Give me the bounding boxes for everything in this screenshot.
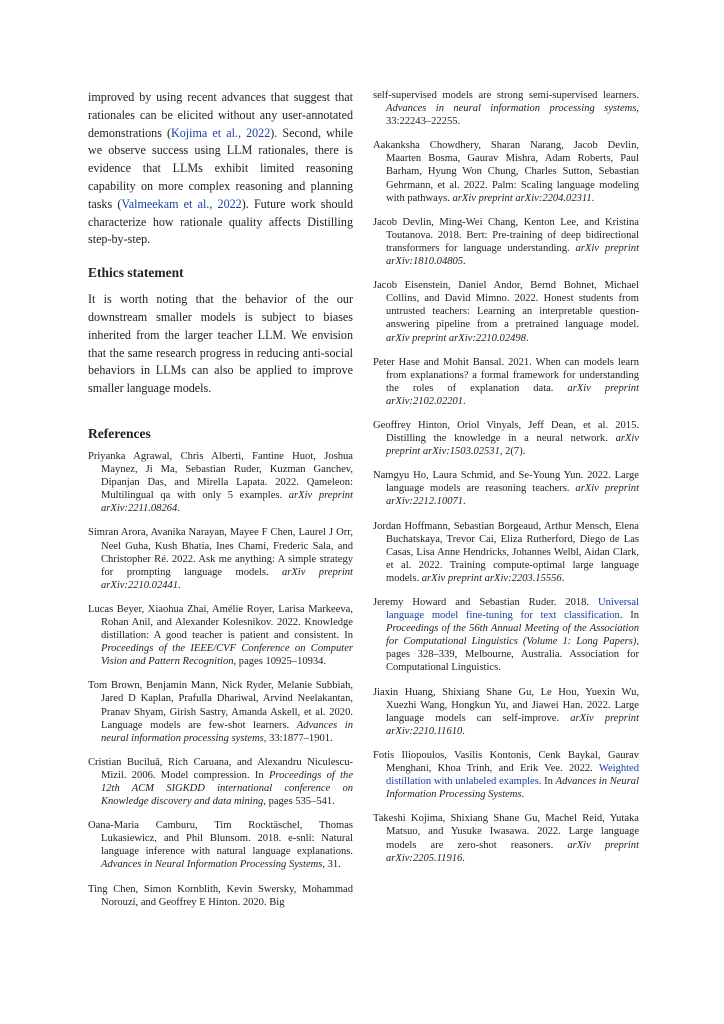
citation-link[interactable]: Kojima et al., 2022 bbox=[171, 125, 271, 140]
text-run: . bbox=[462, 852, 465, 864]
right-column bbox=[373, 89, 639, 865]
text-run: Geoffrey Hinton, Oriol Vinyals, Jeff Dean, et al. 2015. Distilling the knowledge in a neural network. bbox=[373, 419, 639, 445]
left-column bbox=[88, 89, 353, 909]
text-run: . bbox=[463, 395, 466, 407]
text-run: Lucas Beyer, Xiaohua Zhai, Amélie Royer, Larisa Markeeva, Rohan Anil, and Alexander Kolesnikov. 2022. Knowledge distillation: A good teacher is patient and consistent. In bbox=[88, 603, 353, 642]
text-run: , 31. bbox=[322, 859, 341, 871]
text-run: , 2(7). bbox=[499, 446, 526, 458]
text-run: Aakanksha Chowdhery, Sharan Narang, Jacob Devlin, Maarten Bosma, Gaurav Mishra, Adam Roberts, Paul Barham, Hyung Won Chung, Charles Sutton, Sebastian Gehrmann, et al. 2022. Palm: Scaling language modeling with pathways. bbox=[373, 140, 639, 204]
reference-entry bbox=[88, 450, 353, 515]
text-run: , 33:1877–1901. bbox=[263, 732, 333, 744]
reference-venue: Advances in neural information processing systems bbox=[101, 719, 353, 744]
reference-venue: Advances in neural information processing systems bbox=[386, 103, 637, 115]
text-run: improved by using recent advances that suggest that rationales can be elicited without any user-annotated demonstrations ( bbox=[88, 90, 353, 140]
text-run: Jacob Devlin, Ming-Wei Chang, Kenton Lee, and Kristina Toutanova. 2018. Bert: Pre-training of deep bidirectional transformers for language understanding. bbox=[373, 216, 639, 254]
reference-venue: arXiv preprint arXiv:1810.04805 bbox=[386, 242, 640, 268]
reference-entry bbox=[373, 812, 639, 864]
reference-venue: Advances in Neural Information Processing Systems bbox=[101, 859, 323, 871]
reference-entry bbox=[88, 819, 353, 871]
reference-entry bbox=[373, 89, 639, 128]
text-run: . bbox=[525, 332, 529, 344]
text-run: . bbox=[177, 503, 180, 515]
reference-venue: arXiv preprint arXiv:2211.08264 bbox=[101, 490, 353, 515]
reference-venue: Advances in Neural Information Processing Systems bbox=[386, 776, 640, 801]
reference-venue: Proceedings of the 56th Annual Meeting of the Association for Computational Linguistics (Volume 1: Long Papers) bbox=[386, 623, 639, 648]
text-run: . In bbox=[619, 610, 640, 622]
text-run: self-supervised models are strong semi-supervised learners. bbox=[373, 90, 639, 101]
text-run: Simran Arora, Avanika Narayan, Mayee F Chen, Laurel J Orr, Neel Guha, Kush Bhatia, Ines Chami, Frederic Sala, and Christopher Ré. 2022. Ask me anything: A simple strategy for prompting language models. bbox=[88, 527, 353, 578]
text-run: Fotis Iliopoulos, Vasilis Kontonis, Cenk Baykal, Gaurav Menghani, Khoa Trinh, and Erik Vee. 2022. bbox=[373, 749, 639, 775]
reference-entry bbox=[373, 139, 639, 204]
reference-list-left bbox=[88, 450, 353, 909]
citation-link[interactable]: Weighted distillation with unlabeled examples bbox=[386, 763, 639, 788]
reference-venue: arXiv preprint arXiv:2102.02201 bbox=[386, 382, 640, 407]
text-run: . bbox=[463, 256, 466, 268]
reference-entry bbox=[373, 686, 639, 738]
reference-venue: Proceedings of the 12th ACM SIGKDD international conference on Knowledge discovery and data mining bbox=[101, 769, 353, 808]
text-run: Tom Brown, Benjamin Mann, Nick Ryder, Melanie Subbiah, Jared D Kaplan, Prafulla Dhariwal, Arvind Neelakantan, Pranav Shyam, Girish Sastry, Amanda Askell, et al. 2020. Language models are few-shot learners. bbox=[88, 680, 353, 731]
reference-entry bbox=[88, 679, 353, 744]
text-run: . In bbox=[538, 776, 556, 788]
text-run: ). Second, while we observe success using LLM rationales, there is evidence that LLMs exhibit limited reasoning capability on more complex reasoning and planning tasks ( bbox=[88, 125, 353, 211]
text-run: Jiaxin Huang, Shixiang Shane Gu, Le Hou, Yuexin Wu, Xuezhi Wang, Hongkun Yu, and Jiawei Han. 2022. Large language models can self-improve. bbox=[373, 686, 639, 724]
ethics-heading: Ethics statement bbox=[88, 265, 184, 281]
text-run: , pages 10925–10934. bbox=[233, 656, 327, 668]
text-run: Jeremy Howard and Sebastian Ruder. 2018. bbox=[373, 597, 598, 608]
reference-venue: arXiv preprint arXiv:2203.15556 bbox=[421, 572, 562, 584]
reference-entry bbox=[373, 216, 639, 268]
citation-link[interactable]: Universal language model fine-tuning for text classification bbox=[386, 597, 639, 622]
reference-entry bbox=[373, 520, 639, 585]
reference-entry bbox=[373, 596, 639, 675]
text-run: Peter Hase and Mohit Bansal. 2021. When can models learn from explanations? a formal framework for understanding the roles of explanation data. bbox=[373, 356, 639, 394]
reference-entry bbox=[373, 419, 639, 458]
text-run: , 33:22243–22255. bbox=[386, 103, 639, 128]
text-run: . bbox=[178, 579, 181, 591]
reference-venue: arXiv preprint arXiv:1503.02531 bbox=[386, 433, 639, 458]
reference-venue: arXiv preprint arXiv:2212.10071 bbox=[386, 483, 639, 508]
text-run: Takeshi Kojima, Shixiang Shane Gu, Machel Reid, Yutaka Matsuo, and Yusuke Iwasawa. 2022. Large language models are zero-shot reasoners. bbox=[373, 813, 639, 851]
reference-venue: arXiv preprint arXiv:2210.02441 bbox=[101, 566, 353, 591]
text-run: Jacob Eisenstein, Daniel Andor, Bernd Bohnet, Michael Collins, and David Mimno. 2022. Honest students from untrusted teachers: Learning an interpretable question-answering pipeline from a pretrained language model. bbox=[373, 280, 639, 331]
text-run: . bbox=[521, 789, 525, 801]
reference-entry bbox=[88, 883, 353, 909]
text-run: Jordan Hoffmann, Sebastian Borgeaud, Arthur Mensch, Elena Buchatskaya, Trevor Cai, Eliza Rutherford, Diego de Las Casas, Lisa Anne Hendricks, Johannes Welbl, Aidan Clark, et al. 2022. Training compute-optimal large language models. bbox=[373, 520, 639, 584]
text-run: Oana-Maria Camburu, Tim Rocktäschel, Thomas Lukasiewicz, and Phil Blunsom. 2018. e-snli: Natural language inference with natural language explanations. bbox=[88, 820, 353, 858]
ethics-text: It is worth noting that the behavior of the our downstream smaller models is subject to biases inherited from the larger teacher LLM. We envision that the same research progress in reducing anti-social behaviors in LLMs can also be applied to improve smaller language models. bbox=[88, 292, 353, 396]
text-run: . bbox=[463, 496, 466, 508]
reference-venue: arXiv preprint arXiv:2205.11916 bbox=[386, 839, 640, 864]
text-run: Priyanka Agrawal, Chris Alberti, Fantine Huot, Joshua Maynez, Ji Ma, Sebastian Ruder, Kuzman Ganchev, Dipanjan Das, and Mirella Lapata. 2022. Qameleon: Multilingual qa with only 5 examples. bbox=[88, 450, 353, 502]
text-run: Namgyu Ho, Laura Schmid, and Se-Young Yun. 2022. Large language models are reasoning teachers. bbox=[373, 470, 639, 495]
reference-venue: arXiv preprint arXiv:2204.02311 bbox=[452, 192, 592, 204]
reference-entry bbox=[373, 749, 639, 801]
text-run: . bbox=[561, 572, 565, 584]
reference-venue: Proceedings of the IEEE/CVF Conference on Computer Vision and Pattern Recognition bbox=[101, 643, 353, 668]
reference-venue: arXiv preprint arXiv:2210.02498 bbox=[386, 332, 526, 344]
text-run: . bbox=[591, 192, 595, 204]
reference-entry bbox=[373, 356, 639, 408]
text-run: . bbox=[462, 725, 465, 737]
reference-entry bbox=[88, 603, 353, 668]
reference-entry bbox=[373, 279, 639, 344]
text-run: ). Future work should characterize how rationale quality affects Distilling step-by-step. bbox=[88, 196, 353, 247]
text-run: Ting Chen, Simon Kornblith, Kevin Swersky, Mohammad Norouzi, and Geoffrey E Hinton. 2020. Big bbox=[88, 883, 353, 908]
reference-entry bbox=[88, 526, 353, 591]
text-run: , pages 328–339, Melbourne, Australia. Association for Computational Linguistics. bbox=[386, 636, 639, 674]
reference-list-right bbox=[373, 89, 639, 865]
text-run: , pages 535–541. bbox=[263, 796, 335, 808]
reference-venue: arXiv preprint arXiv:2210.11610 bbox=[386, 712, 639, 737]
citation-link[interactable]: Valmeekam et al., 2022 bbox=[121, 196, 242, 211]
intro-paragraph bbox=[88, 89, 353, 249]
reference-entry bbox=[373, 469, 639, 508]
reference-entry bbox=[88, 756, 353, 808]
text-run: Cristian Buciluǎ, Rich Caruana, and Alexandru Niculescu-Mizil. 2006. Model compression. In bbox=[88, 756, 353, 781]
references-heading: References bbox=[88, 425, 151, 441]
